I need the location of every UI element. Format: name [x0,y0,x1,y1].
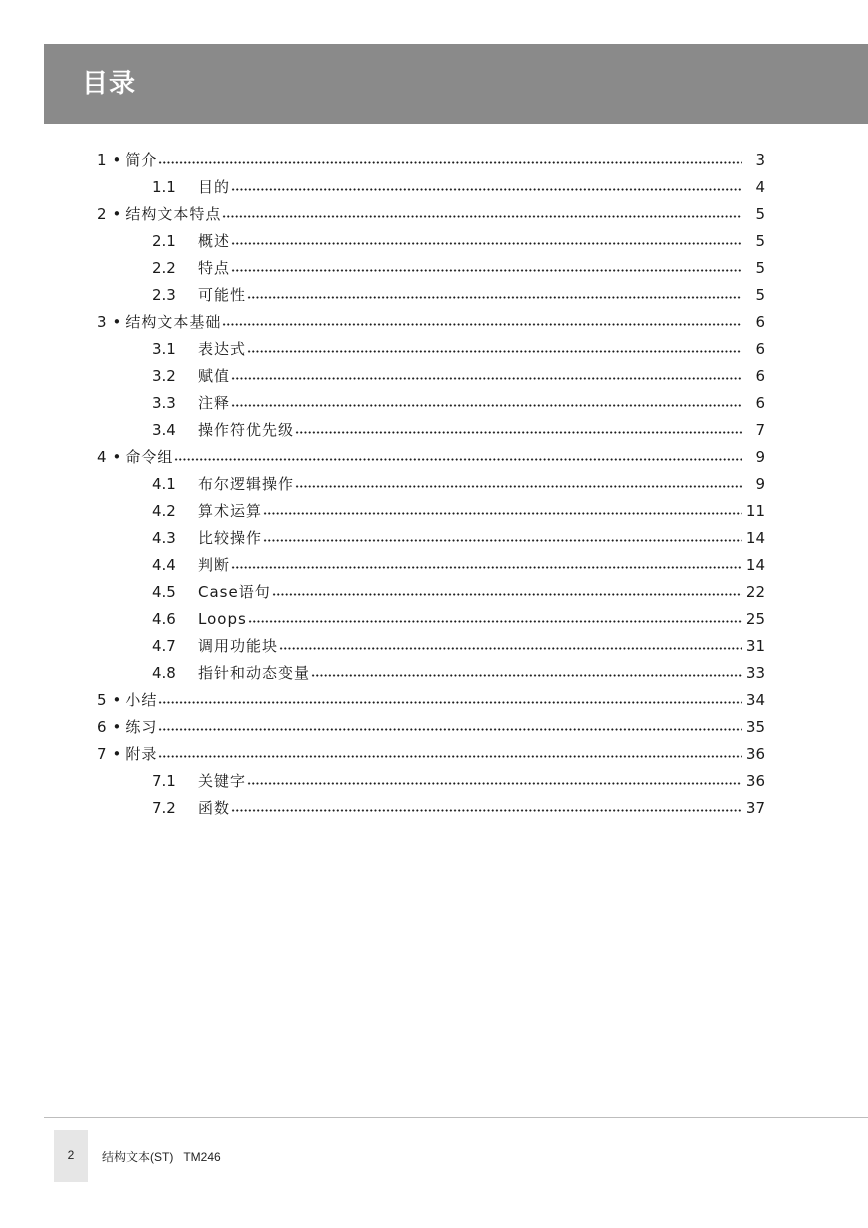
footer-divider [44,1117,868,1118]
toc-number: 7.1 [152,772,176,790]
toc-leader-dots [272,579,742,606]
toc-title: 结构文本基础 [125,313,222,331]
toc-leader-dots [222,309,742,336]
toc-number: 2.2 [152,259,176,277]
toc-chapter[interactable] [0,444,868,471]
toc-title: 关键字 [198,772,247,790]
toc-section[interactable] [0,174,868,201]
toc-leader-dots [247,768,742,795]
toc-title: 布尔逻辑操作 [198,475,295,493]
toc-leader-dots [263,498,742,525]
toc-page-number: 34 [745,691,765,709]
toc-page-number: 6 [755,367,765,385]
toc-leader-dots [248,606,742,633]
toc-title: 表达式 [198,340,247,358]
toc-title: 比较操作 [198,529,263,547]
toc-bullet: • [112,205,122,223]
toc-leader-dots [311,660,742,687]
toc-title: 结构文本特点 [125,205,222,223]
toc-page-number: 11 [745,502,765,520]
toc-number: 3 [97,313,107,331]
toc-page-number: 3 [755,151,765,169]
toc-page-number: 5 [755,232,765,250]
toc-title: 算术运算 [198,502,263,520]
toc-leader-dots [231,255,742,282]
toc-title: Case语句 [198,583,271,601]
toc-page-number: 37 [745,799,765,817]
toc-number: 2.3 [152,286,176,304]
toc-leader-dots [231,228,742,255]
toc-number: 1 [97,151,107,169]
toc-number: 6 [97,718,107,736]
toc-number: 4 [97,448,107,466]
toc-number: 3.4 [152,421,176,439]
toc-leader-dots [263,525,742,552]
toc-leader-dots [222,201,742,228]
toc-section[interactable] [0,282,868,309]
toc-title: 特点 [198,259,231,277]
toc-bullet: • [112,313,122,331]
toc-number: 2 [97,205,107,223]
toc-section[interactable] [0,498,868,525]
toc-leader-dots [247,282,742,309]
toc-section[interactable] [0,552,868,579]
toc-chapter[interactable] [0,309,868,336]
toc-leader-dots [231,390,742,417]
toc-leader-dots [158,714,742,741]
toc-title: Loops [198,610,247,628]
toc-title: 调用功能块 [198,637,279,655]
toc-page-number: 36 [745,772,765,790]
toc-page-number: 5 [755,286,765,304]
toc-page-number: 4 [755,178,765,196]
toc-page-number: 5 [755,205,765,223]
toc-leader-dots [247,336,742,363]
toc-section[interactable] [0,606,868,633]
toc-section[interactable] [0,363,868,390]
toc-section[interactable] [0,795,868,822]
toc-section[interactable] [0,228,868,255]
toc-page-number: 33 [745,664,765,682]
toc-leader-dots [231,552,742,579]
toc-number: 4.3 [152,529,176,547]
toc-leader-dots [158,687,742,714]
toc-page-number: 5 [755,259,765,277]
toc-title: 操作符优先级 [198,421,295,439]
toc-leader-dots [231,174,742,201]
toc-title: 赋值 [198,367,231,385]
toc-page-number: 25 [745,610,765,628]
toc-page-number: 14 [745,529,765,547]
toc-chapter[interactable] [0,201,868,228]
toc-title: 函数 [198,799,231,817]
toc-number: 4.7 [152,637,176,655]
toc-page-number: 35 [745,718,765,736]
toc-number: 5 [97,691,107,709]
toc-section[interactable] [0,336,868,363]
toc-title: 小结 [125,691,158,709]
toc-bullet: • [112,151,122,169]
toc-leader-dots [158,741,742,768]
toc-section[interactable] [0,255,868,282]
toc-page-number: 36 [745,745,765,763]
toc-bullet: • [112,691,122,709]
toc-chapter[interactable] [0,741,868,768]
toc-page-number: 14 [745,556,765,574]
toc-section[interactable] [0,390,868,417]
toc-page-number: 22 [745,583,765,601]
toc-page-number: 9 [755,448,765,466]
toc-number: 4.4 [152,556,176,574]
toc-section[interactable] [0,768,868,795]
toc-section[interactable] [0,579,868,606]
toc-leader-dots [231,363,742,390]
toc-page-number: 6 [755,340,765,358]
toc-leader-dots [279,633,742,660]
toc-section[interactable] [0,525,868,552]
toc-title: 指针和动态变量 [198,664,311,682]
toc-bullet: • [112,448,122,466]
toc-number: 4.8 [152,664,176,682]
toc-bullet: • [112,745,122,763]
toc-number: 4.6 [152,610,176,628]
footer-document-title: 结构文本(ST) TM246 [102,1150,221,1164]
toc-section[interactable] [0,471,868,498]
toc-section[interactable] [0,660,868,687]
toc-title: 判断 [198,556,231,574]
toc-number: 3.1 [152,340,176,358]
toc-section[interactable] [0,417,868,444]
toc-chapter[interactable] [0,147,868,174]
toc-leader-dots [295,471,742,498]
toc-section[interactable] [0,633,868,660]
toc-title: 概述 [198,232,231,250]
toc-leader-dots [295,417,742,444]
header-band [44,44,868,124]
toc-page-number: 6 [755,313,765,331]
toc-title: 可能性 [198,286,247,304]
toc-bullet: • [112,718,122,736]
toc-title: 简介 [125,151,158,169]
toc-title: 目的 [198,178,231,196]
toc-chapter[interactable] [0,714,868,741]
toc-title: 命令组 [125,448,174,466]
toc-page-number: 6 [755,394,765,412]
toc-number: 7 [97,745,107,763]
toc-page-number: 7 [755,421,765,439]
toc-number: 4.5 [152,583,176,601]
toc-leader-dots [158,147,742,174]
page-title: 目录 [82,69,137,99]
toc-page-number: 31 [745,637,765,655]
toc-page-number: 9 [755,475,765,493]
toc-number: 4.2 [152,502,176,520]
toc-number: 2.1 [152,232,176,250]
footer-page-number: 2 [67,1148,75,1162]
toc-number: 1.1 [152,178,176,196]
toc-chapter[interactable] [0,687,868,714]
toc-number: 3.2 [152,367,176,385]
toc-number: 3.3 [152,394,176,412]
toc-title: 注释 [198,394,231,412]
toc-title: 附录 [125,745,158,763]
table-of-contents [0,147,868,822]
toc-title: 练习 [125,718,158,736]
toc-number: 7.2 [152,799,176,817]
footer-page-box [54,1130,88,1182]
toc-leader-dots [174,444,742,471]
toc-number: 4.1 [152,475,176,493]
toc-leader-dots [231,795,742,822]
